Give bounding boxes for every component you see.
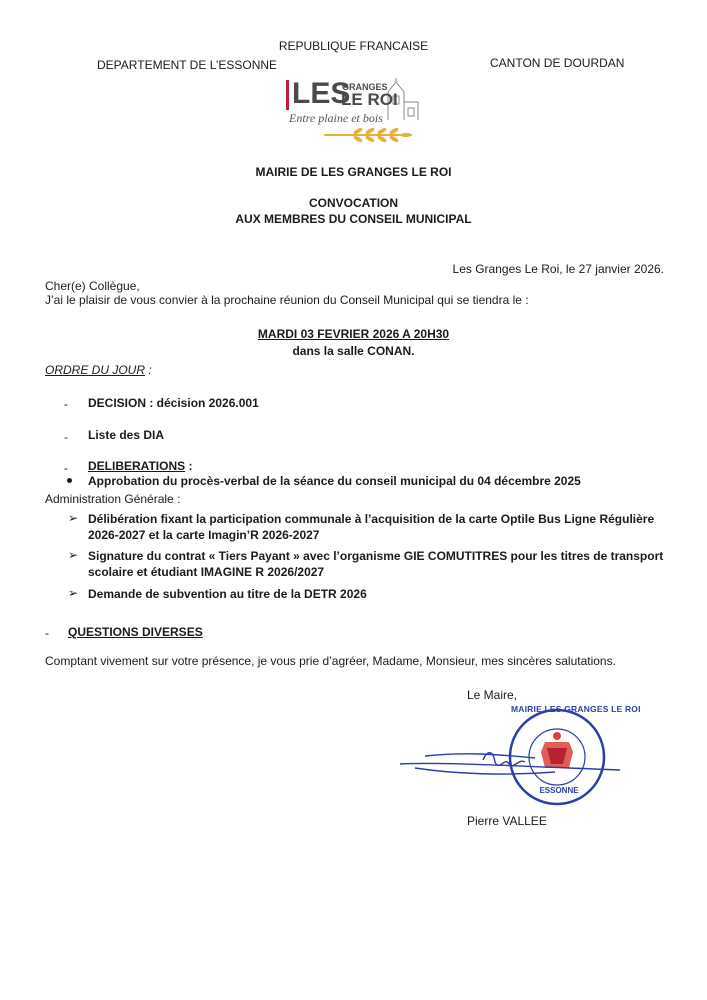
admin-item-1: Délibération fixant la participation communale à l’acquisition de la carte Optile Bus Ligne Régulière 2026-2027 et la carte Imagin’R 2026-2027: [88, 512, 655, 542]
meeting-date: MARDI 03 FEVRIER 2026 A 20H30: [257, 327, 450, 341]
canton-heading: CANTON DE DOURDAN: [490, 56, 625, 70]
arrow-bullet-icon: ➢: [68, 586, 79, 600]
place-date: Les Granges Le Roi, le 27 janvier 2026.: [452, 262, 664, 276]
agenda-heading-label: ORDRE DU JOUR: [45, 363, 146, 377]
bullet-dot-icon: [67, 478, 72, 483]
agenda-deliberations: [88, 459, 192, 473]
agenda-heading-suffix: :: [145, 363, 152, 377]
mayor-role: Le Maire,: [467, 688, 518, 702]
admin-item-3: Demande de subvention au titre de la DETR 2026: [88, 587, 367, 601]
convocation-title: CONVOCATION: [308, 196, 399, 210]
deliberations-suffix: :: [185, 459, 193, 473]
republic-heading: REPUBLIQUE FRANCAISE: [278, 39, 429, 53]
meeting-room: dans la salle CONAN.: [292, 344, 415, 358]
closing-text: Comptant vivement sur votre présence, je vous prie d’agréer, Madame, Monsieur, mes sincères salutations.: [45, 654, 616, 668]
agenda-questions: QUESTIONS DIVERSES: [68, 625, 203, 639]
logo-leroi: LE ROI: [341, 90, 398, 109]
town-logo: [284, 78, 424, 144]
agenda-dia: Liste des DIA: [88, 428, 165, 442]
admin-item-2: Signature du contrat « Tiers Payant » avec l’organisme GIE COMUTITRES pour les titres de transport scolaire et étudiant IMAGINE R 2026/2027: [88, 549, 664, 579]
wheat-icon: [324, 127, 412, 143]
logo-granges: GRANGES: [342, 82, 388, 92]
dash-marker: -: [64, 461, 68, 475]
logo-tagline: Entre plaine et bois: [289, 111, 383, 125]
signature-stamp-graphic: [395, 700, 641, 810]
stamp-bottom-text: ESSONNE: [539, 786, 579, 795]
agenda-decision: DECISION : décision 2026.001: [88, 396, 259, 410]
mairie-title: MAIRIE DE LES GRANGES LE ROI: [255, 165, 452, 179]
dash-marker: -: [64, 430, 68, 444]
logo-red-bar: [286, 80, 289, 110]
arrow-bullet-icon: ➢: [68, 548, 79, 562]
stamp-text: MAIRIE LES GRANGES LE ROI: [511, 704, 641, 714]
intro-text: J’ai le plaisir de vous convier à la prochaine réunion du Conseil Municipal qui se tiendra le :: [45, 293, 529, 307]
members-title: AUX MEMBRES DU CONSEIL MUNICIPAL: [235, 212, 472, 226]
mayor-name: Pierre VALLEE: [467, 814, 547, 828]
salutation: Cher(e) Collègue,: [45, 279, 140, 293]
agenda-approval: Approbation du procès-verbal de la séance du conseil municipal du 04 décembre 2025: [88, 474, 581, 488]
logo-les: LES: [292, 77, 351, 110]
agenda-heading: [45, 363, 152, 377]
department-heading: DEPARTEMENT DE L’ESSONNE: [97, 58, 278, 72]
deliberations-label: DELIBERATIONS: [88, 459, 186, 473]
signature-area: [395, 700, 641, 810]
dash-marker: -: [64, 397, 68, 411]
admin-heading: Administration Générale :: [45, 492, 181, 506]
arrow-bullet-icon: ➢: [68, 511, 79, 525]
dash-marker: -: [45, 626, 49, 640]
